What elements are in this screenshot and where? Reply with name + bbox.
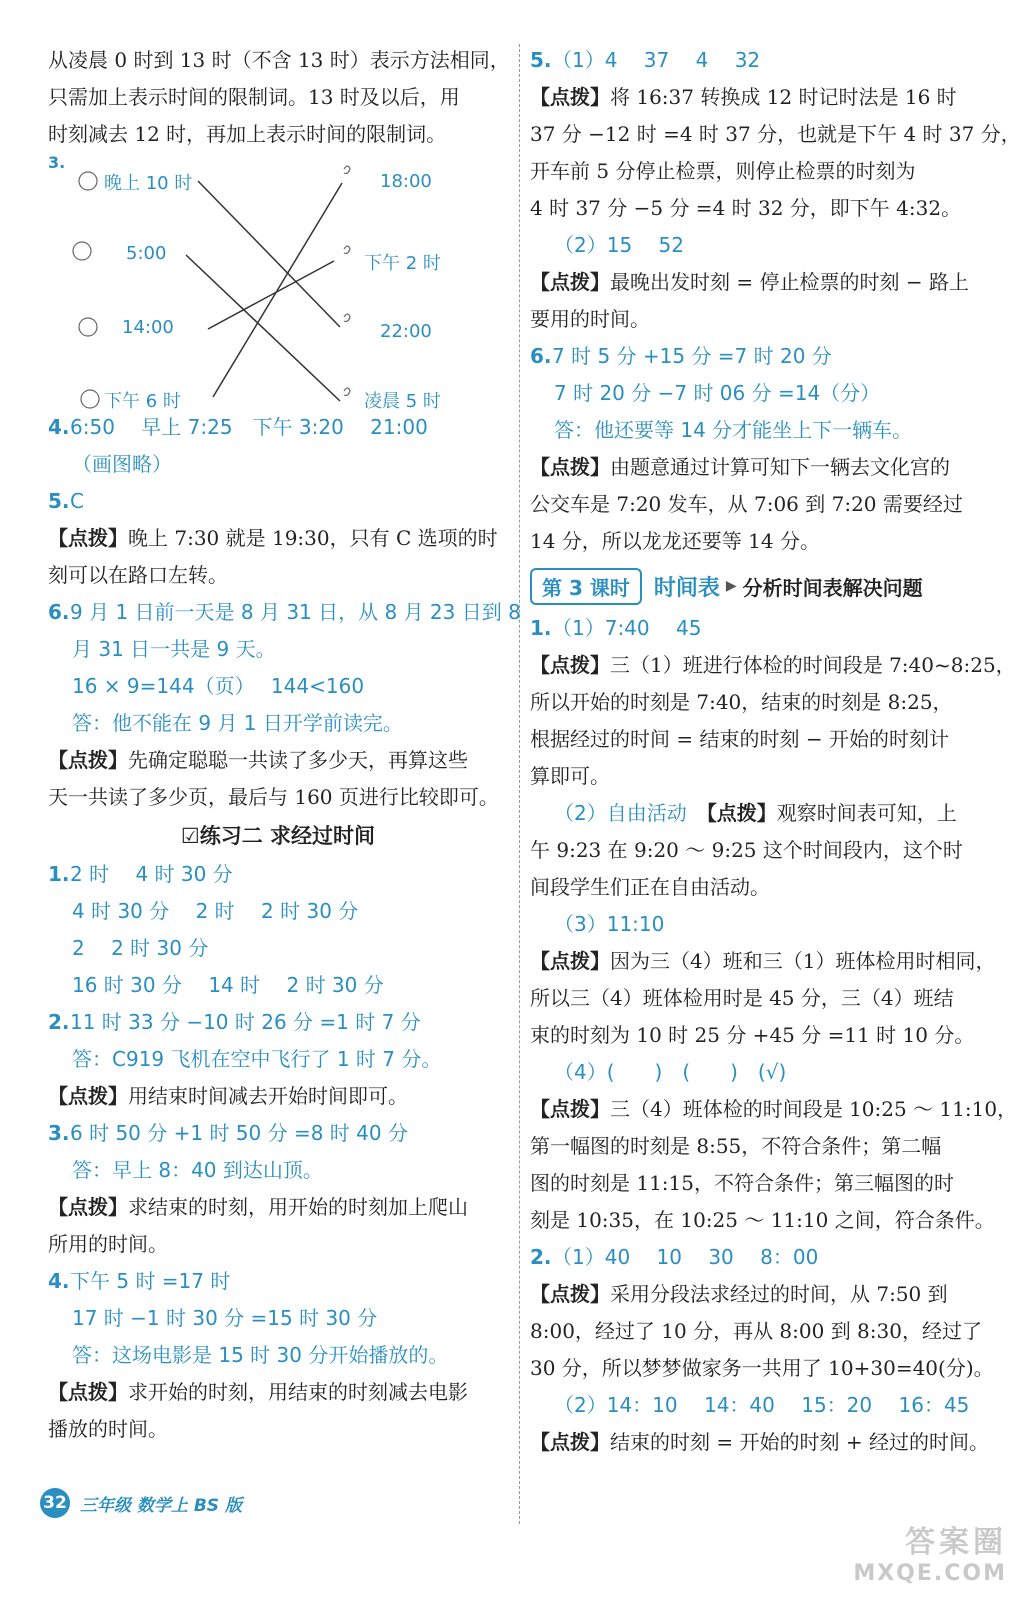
tip-line: 第一幅图的时刻是 8:55，不符合条件；第二幅	[530, 1134, 942, 1158]
question-number: 4.	[48, 415, 70, 439]
intro-line: 时刻减去 12 时，再加上表示时间的限制词。	[48, 122, 447, 146]
match-left-item: 晚上 10 时	[104, 173, 193, 194]
intro-line: 从凌晨 0 时到 13 时（不含 13 时）表示方法相同，	[48, 48, 510, 72]
tip-line: 公交车是 7:20 发车，从 7:06 到 7:20 需要经过	[530, 492, 963, 516]
tip-line: 图的时刻是 11:15，不符合条件；第三幅图的时	[530, 1171, 954, 1195]
tip-line	[530, 79, 1000, 116]
answer-line: 答：这场电影是 15 时 30 分开始播放的。	[72, 1343, 449, 1367]
column-divider	[519, 44, 520, 1524]
match-right-item: 下午 2 时	[364, 253, 441, 274]
answer-line	[48, 1263, 508, 1300]
tip-text: 用结束时间减去开始时间即可。	[128, 1084, 408, 1108]
question-number: 2.	[48, 1010, 70, 1034]
answer-text: 2 时 4 时 30 分	[70, 862, 233, 886]
match-left-item: 下午 6 时	[104, 391, 181, 412]
tip-text: 因为三（4）班和三（1）班体检用时相同，	[610, 949, 996, 973]
tip-line: 午 9:23 在 9:20 ～ 9:25 这个时间段内，这个时	[530, 838, 963, 862]
clock-mark-icon	[344, 246, 350, 254]
answer-line: （4）( ) ( ) (√)	[554, 1060, 787, 1084]
tip-line	[48, 1189, 508, 1226]
section-title: ☑练习二 求经过时间	[180, 824, 376, 848]
answer-line	[48, 1004, 508, 1041]
matching-exercise	[48, 153, 508, 412]
answer-line: （2）14：10 14：40 15：20 16：45	[554, 1393, 970, 1417]
tip-text: 求结束的时刻，用开始的时刻加上爬山	[128, 1195, 468, 1219]
answer-text: （1）7:40 45	[552, 616, 702, 640]
question-number: 3.	[48, 1121, 70, 1145]
tip-text: 结束的时刻 = 开始的时刻 + 经过的时间。	[610, 1430, 989, 1454]
tip-line: 根据经过的时间 = 结束的时刻 − 开始的时刻计	[530, 727, 949, 751]
child-figure-icon	[81, 390, 99, 408]
match-right-item: 凌晨 5 时	[364, 391, 441, 412]
answer-line: 2 2 时 30 分	[72, 936, 209, 960]
tip-label: 【点拨】	[530, 455, 610, 479]
tip-line	[48, 742, 508, 779]
match-left-item: 14:00	[122, 317, 174, 338]
answer-line: （画图略）	[72, 452, 172, 476]
answer-line: 17 时 −1 时 30 分 =15 时 30 分	[72, 1306, 378, 1330]
clock-mark-icon	[344, 388, 350, 396]
match-line	[208, 261, 334, 329]
tip-label: 【点拨】	[530, 949, 610, 973]
tip-label: 【点拨】	[48, 748, 128, 772]
answer-line	[530, 610, 1000, 647]
answer-line: （3）11:10	[554, 912, 665, 936]
answer-line: 月 31 日一共是 9 天。	[72, 637, 276, 661]
clock-mark-icon	[344, 166, 350, 174]
tip-line: 束的时刻为 10 时 25 分 +45 分 =11 时 10 分。	[530, 1023, 975, 1047]
match-right-item: 22:00	[380, 321, 432, 342]
answer-text: 9 月 1 日前一天是 8 月 31 日，从 8 月 23 日到 8	[70, 600, 521, 624]
arrow-right-icon: ▶	[725, 578, 737, 594]
lesson-header	[530, 564, 1000, 608]
tip-line	[530, 449, 1000, 486]
tip-label: 【点拨】	[530, 270, 610, 294]
question-number: 6.	[48, 600, 70, 624]
tip-label: 【点拨】	[48, 1380, 128, 1404]
answer-text: （1）40 10 30 8：00	[552, 1245, 819, 1269]
question-number: 5.	[530, 48, 552, 72]
tip-label: 【点拨】	[706, 801, 777, 825]
page-number: 32	[40, 1488, 70, 1518]
tip-label: 【点拨】	[530, 1097, 610, 1121]
answer-line: 7 时 20 分 −7 时 06 分 =14（分）	[554, 381, 881, 405]
child-figure-icon	[73, 242, 91, 260]
tip-line: 算即可。	[530, 764, 610, 788]
clock-mark-icon	[344, 314, 350, 322]
tip-text: 由题意通过计算可知下一辆去文化宫的	[610, 455, 950, 479]
tip-line: 开车前 5 分停止检票，则停止检票的时刻为	[530, 159, 916, 183]
answer-line: 答：早上 8：40 到达山顶。	[72, 1158, 323, 1182]
tip-line	[530, 647, 1016, 684]
answer-line: 答：他不能在 9 月 1 日开学前读完。	[72, 711, 403, 735]
answer-line	[48, 483, 508, 520]
tip-label: 【点拨】	[48, 1084, 128, 1108]
tip-line: 所以开始的时刻是 7:40，结束的时刻是 8:25，	[530, 690, 953, 714]
answer-line: 16 × 9=144（页） 144<160	[72, 674, 365, 698]
right-column	[530, 42, 1021, 1461]
answer-line: 4 时 30 分 2 时 2 时 30 分	[72, 899, 359, 923]
answer-line	[530, 795, 1000, 832]
question-number: 3.	[48, 153, 66, 172]
tip-line	[530, 943, 1000, 980]
answer-text: 6:50 早上 7:25 下午 3:20 21:00	[70, 415, 428, 439]
tip-line: 要用的时间。	[530, 307, 650, 331]
tip-label: 【点拨】	[48, 526, 128, 550]
answer-text: 6 时 50 分 +1 时 50 分 =8 时 40 分	[70, 1121, 408, 1145]
child-figure-icon	[79, 318, 97, 336]
book-brand: 三年级 数学上 BS 版	[80, 1495, 242, 1516]
lesson-badge: 第 3 课时	[530, 568, 642, 605]
tip-line	[48, 1374, 508, 1411]
match-left-item: 5:00	[126, 243, 167, 264]
tip-label: 【点拨】	[530, 1282, 610, 1306]
tip-line	[530, 264, 1000, 301]
tip-text: 求开始的时刻，用结束的时刻减去电影	[128, 1380, 468, 1404]
answer-text: （2）自由活动	[554, 801, 687, 825]
question-number: 6.	[530, 344, 552, 368]
tip-line	[530, 1091, 1018, 1128]
answer-line: 答：他还要等 14 分才能坐上下一辆车。	[554, 418, 913, 442]
answer-text: 下午 5 时 =17 时	[70, 1269, 231, 1293]
tip-text: 三（1）班进行体检的时间段是 7:40~8:25，	[610, 653, 1016, 677]
page-footer	[40, 1488, 242, 1518]
tip-label: 【点拨】	[48, 1195, 128, 1219]
tip-text: 观察时间表可知，上	[776, 801, 957, 825]
tip-text: 采用分段法求经过的时间，从 7:50 到	[610, 1282, 948, 1306]
answer-text: 11 时 33 分 −10 时 26 分 =1 时 7 分	[70, 1010, 421, 1034]
child-figure-icon	[79, 172, 97, 190]
tip-text: 将 16:37 转换成 12 时记时法是 16 时	[610, 85, 957, 109]
tip-line: 所以三（4）班体检用时是 45 分，三（4）班结	[530, 986, 954, 1010]
match-right-item: 18:00	[380, 171, 432, 192]
answer-line	[48, 409, 508, 446]
tip-line	[48, 520, 508, 557]
answer-line	[48, 1115, 508, 1152]
answer-line: 答：C919 飞机在空中飞行了 1 时 7 分。	[72, 1047, 442, 1071]
tip-line	[48, 1078, 508, 1115]
watermark-text: 答案圈	[905, 1525, 1007, 1560]
lesson-subtitle: 分析时间表解决问题	[742, 575, 923, 600]
question-number: 5.	[48, 489, 70, 513]
tip-text: 最晚出发时刻 = 停止检票的时刻 − 路上	[610, 270, 969, 294]
answer-text: （1）4 37 4 32	[552, 48, 761, 72]
tip-label: 【点拨】	[530, 85, 610, 109]
tip-line: 刻可以在路口左转。	[48, 563, 228, 587]
answer-line: 16 时 30 分 14 时 2 时 30 分	[72, 973, 384, 997]
tip-line	[530, 1424, 1000, 1461]
tip-line: 30 分，所以梦梦做家务一共用了 10+30=40(分)。	[530, 1356, 994, 1380]
tip-line: 所用的时间。	[48, 1232, 168, 1256]
answer-line	[530, 42, 1000, 79]
answer-line	[48, 856, 508, 893]
question-number: 4.	[48, 1269, 70, 1293]
answer-text: C	[70, 489, 84, 513]
answer-line	[530, 338, 1000, 375]
tip-line: 8:00，经过了 10 分，再从 8:00 到 8:30，经过了	[530, 1319, 982, 1343]
question-number: 1.	[48, 862, 70, 886]
answer-line	[530, 1239, 1000, 1276]
tip-text: 先确定聪聪一共读了多少天，再算这些	[128, 748, 468, 772]
tip-line: 刻是 10:35，在 10:25 ～ 11:10 之间，符合条件。	[530, 1208, 995, 1232]
watermark-url: MXQE.COM	[853, 1561, 1007, 1586]
tip-text: 三（4）班体检的时间段是 10:25 ～ 11:10，	[610, 1097, 1018, 1121]
question-number: 2.	[530, 1245, 552, 1269]
intro-line: 只需加上表示时间的限制词。13 时及以后，用	[48, 85, 460, 109]
match-line	[213, 183, 342, 397]
question-number: 1.	[530, 616, 552, 640]
lesson-name: 时间表	[653, 575, 720, 601]
tip-line: 14 分，所以龙龙还要等 14 分。	[530, 529, 820, 553]
tip-line: 播放的时间。	[48, 1417, 168, 1441]
tip-label: 【点拨】	[530, 653, 610, 677]
tip-line: 天一共读了多少页，最后与 160 页进行比较即可。	[48, 785, 499, 809]
tip-line: 37 分 −12 时 =4 时 37 分，也就是下午 4 时 37 分，	[530, 122, 1021, 146]
answer-line	[48, 594, 521, 631]
answer-text: 7 时 5 分 +15 分 =7 时 20 分	[552, 344, 832, 368]
tip-line: 间段学生们正在自由活动。	[530, 875, 770, 899]
watermark	[853, 1517, 1007, 1586]
left-column	[48, 42, 521, 1448]
tip-line: 4 时 37 分 −5 分 =4 时 32 分，即下午 4:32。	[530, 196, 962, 220]
tip-label: 【点拨】	[530, 1430, 610, 1454]
tip-text: 晚上 7:30 就是 19:30，只有 C 选项的时	[128, 526, 498, 550]
tip-line	[530, 1276, 1000, 1313]
answer-line: （2）15 52	[554, 233, 684, 257]
